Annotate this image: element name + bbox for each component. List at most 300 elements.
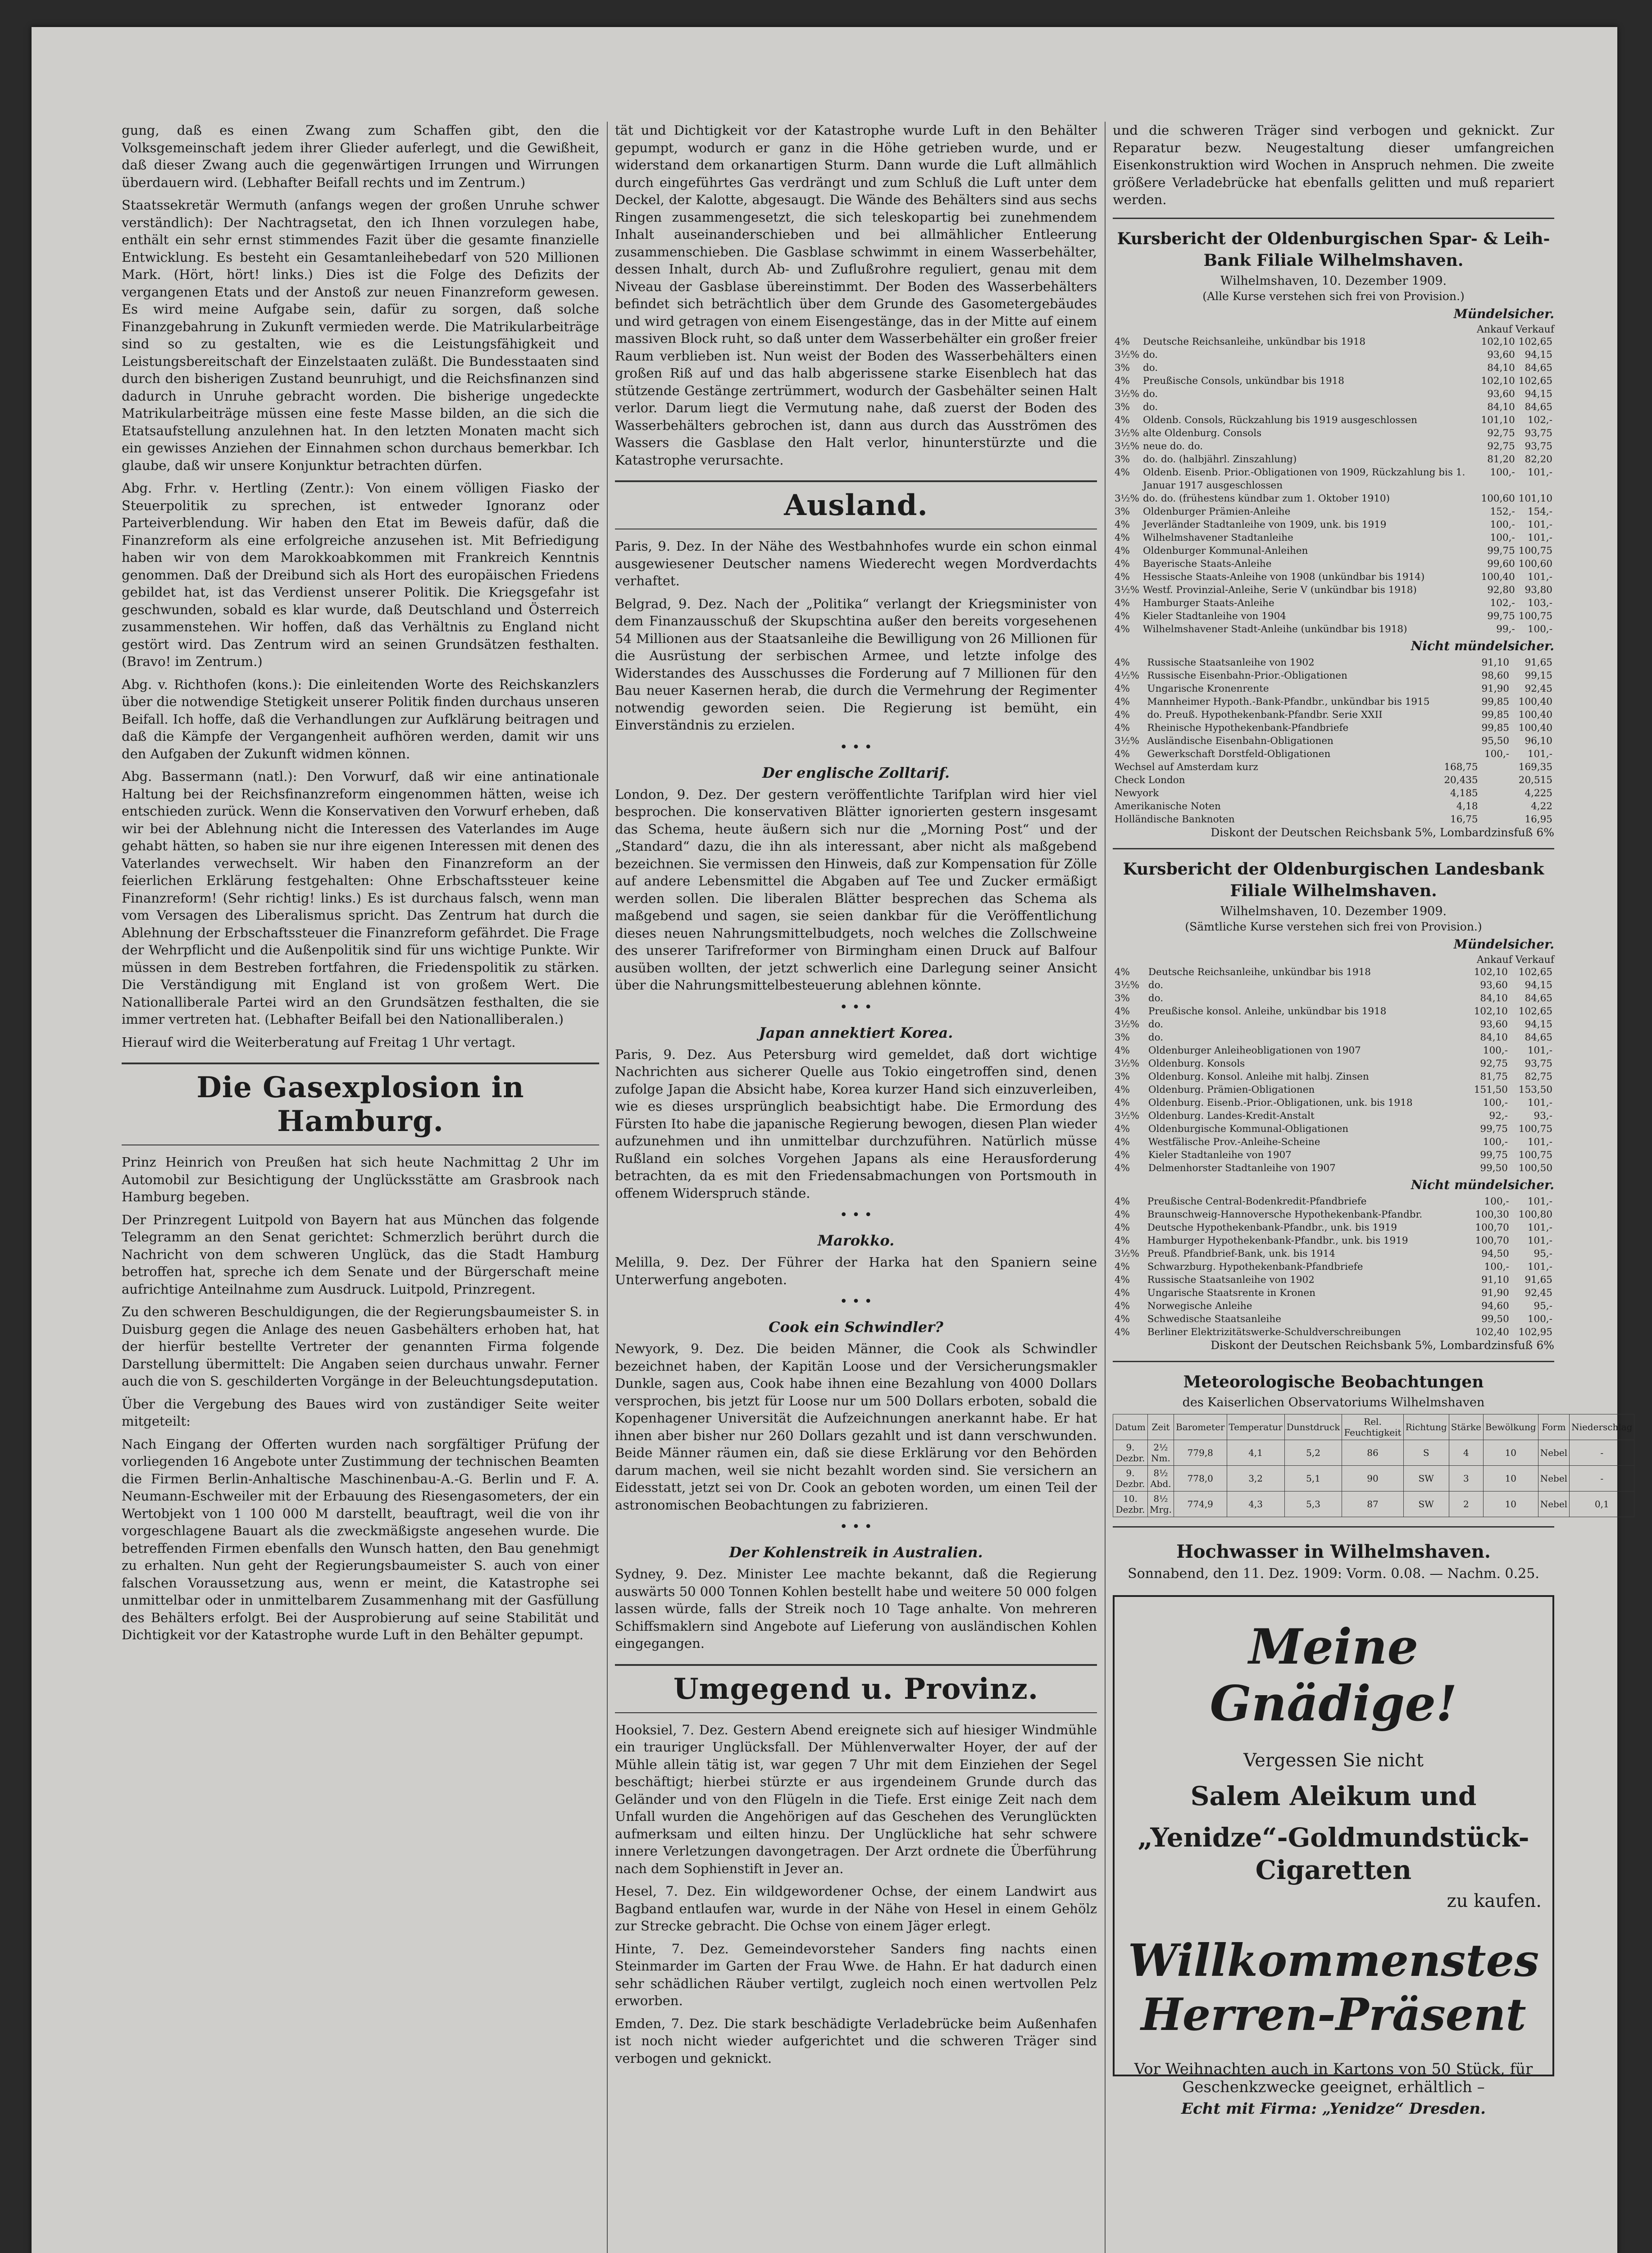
rate-value: 20,515: [1518, 774, 1552, 786]
rate-value: 101,-: [1527, 1195, 1552, 1207]
weather-cell: 86: [1342, 1440, 1403, 1465]
rate-value: 100,-: [1484, 748, 1510, 760]
weather-cell: 90: [1342, 1465, 1403, 1491]
rate-value: 99,15: [1525, 670, 1552, 681]
rate-value: 102,40: [1475, 1326, 1509, 1338]
rate-value: 154,-: [1527, 506, 1552, 517]
weather-cell: 778,0: [1174, 1465, 1227, 1491]
weather-cell: 4,1: [1227, 1440, 1284, 1465]
rate-value: 99,85: [1481, 722, 1510, 734]
rate-value: 95,-: [1534, 1300, 1552, 1312]
rate-security: Wilhelmshavener Stadt-Anleihe (unkündbar bis 1918): [1142, 623, 1407, 635]
rate-security: Oldenburger Prämien-Anleihe: [1142, 506, 1291, 517]
weather-header-cell: Richtung: [1403, 1414, 1449, 1440]
rate-value: 101,-: [1527, 1235, 1552, 1246]
rate-value: 84,65: [1525, 362, 1552, 374]
article-text: und die schweren Träger sind verbogen und geknickt. Zur Reparatur bezw. Neugestaltung dieser umfangreichen Eisenkonstruktion wird Wochen in Anspruch nehmen. Die zweite größere Verladebrücke hat ebenfalls gelitten und muß repariert werden.: [1113, 123, 1554, 207]
rate-row: [1113, 813, 1554, 826]
rate-value: 102,10: [1474, 966, 1508, 978]
rate-interest: 4%: [1115, 709, 1130, 721]
rate-value: 100,-: [1483, 1044, 1508, 1056]
rate-row: [1113, 557, 1554, 570]
rate-row: [1113, 682, 1554, 695]
discount-note: Diskont der Deutschen Reichsbank 5%, Lombardzinsfuß 6%: [1211, 825, 1554, 839]
weather-cell: S: [1403, 1440, 1449, 1465]
rate-security: do.: [1142, 388, 1158, 400]
advertisement: [1113, 1595, 1554, 2118]
rate-interest: 4%: [1115, 1313, 1130, 1325]
rates-box-title: Kursbericht der Oldenburgischen Spar- & Leih-Bank Filiale Wilhelmshaven.: [1117, 229, 1550, 270]
rate-value: 102,95: [1518, 1326, 1552, 1338]
rate-row: [1113, 374, 1554, 388]
rate-value: 99,75: [1487, 545, 1515, 556]
divider: [1113, 1361, 1554, 1362]
rate-value: 91,10: [1481, 657, 1510, 668]
rate-row: [1113, 1122, 1554, 1136]
rate-interest: 4%: [1115, 1235, 1130, 1246]
rate-value: 101,-: [1527, 1097, 1552, 1108]
article-text: Staatssekretär Wermuth (anfangs wegen der großen Unruhe schwer verständlich): Der Nachtragsetat, den ich Ihnen vorzulegen habe, enthält ein sehr ernst stimmendes Fazit über die gesamte finanzielle Entwicklung. Es besteht ein Gesamtanleihebedarf von 520 Millionen Mark. (Hört, hört! links.) Dies ist die Folge des Defizits der vergangenen Etats und der Anstoß zur neuen Finanzreform gewesen. Es wird meine Aufgabe sein, dafür zu sorgen, daß solche Finanzgebahrung in Zukunft vermieden werde. Die Matrikularbeiträge sind so zu gestalten, wie es die Leistungsfähigkeit und Leistungsbereitschaft der Einzelstaaten zuläßt. Die Bundesstaaten sind durch den bisherigen Zustand beunruhigt, und die Reichsfinanzen sind dadurch in Unruhe gebracht worden. Die bisherige ungedeckte Matrikularbeiträge müssen eine feste Masse bilden, an die sich die Etatsaufstellung anzulehnen hat. In den letzten Monaten macht sich ein gewisses Anziehen der Einnahmen schon durchaus bemerkbar. Ich glaube, daß wir unsere Konjunktur betrachten dürfen.: [122, 197, 599, 473]
weather-cell: 3,2: [1227, 1465, 1284, 1491]
rate-interest: 3½%: [1115, 349, 1139, 360]
rate-security: Oldenburg. Prämien-Obligationen: [1148, 1084, 1315, 1095]
subheading: Der Kohlenstreik in Australien.: [729, 1544, 983, 1561]
weather-table: [1113, 1414, 1634, 1517]
rate-interest: 4%: [1115, 610, 1130, 622]
rate-value: 100,-: [1490, 532, 1515, 543]
article-text: Abg. Bassermann (natl.): Den Vorwurf, daß wir eine antinationale Haltung bei der Reichsfinanzreform eingenommen hätten, weise ich entschieden zurück. Wenn die Konservativen den Vorwurf erheben, daß wir bei der Ablehnung nicht die Interessen des Vaterlandes im Auge gehabt hätten, so haben sie nur ihre eigenen Interessen mit denen des Vaterlandes verwechselt. Wir haben den Finanzreform an der feierlichen Erklärung festgehalten: Ohne Erbschaftssteuer keine Finanzreform! (Sehr richtig! links.) Es ist durchaus falsch, wenn man vom Versagen des Liberalismus spricht. Das Zentrum hat durch die Ablehnung der Erbschaftssteuer die Finanzreform gefährdet. Die Frage der Wehrpflicht und die Außenpolitik sind für uns wichtige Punkte. Wir müssen in dem Bestreben fortfahren, die Friedenspolitik zu stärken. Die Verständigung mit England ist von großem Wert. Die Nationalliberale Partei wird an den Grundsätzen festhalten, die sie immer vertreten hat. (Lebhafter Beifall bei den Nationalliberalen.): [122, 769, 599, 1027]
weather-cell: 9. Dezbr.: [1113, 1465, 1148, 1491]
rate-value: 92,75: [1480, 1058, 1508, 1069]
rate-value: 84,65: [1525, 1031, 1552, 1043]
rate-interest: 4%: [1115, 748, 1130, 760]
rate-value: 91,10: [1481, 1274, 1509, 1286]
weather-cell: Nebel: [1538, 1491, 1569, 1517]
rates-table: [1113, 1195, 1554, 1339]
weather-cell: 8½ Abd.: [1147, 1465, 1174, 1491]
rate-value: 93,80: [1525, 584, 1552, 596]
article-text: Prinz Heinrich von Preußen hat sich heute Nachmittag 2 Uhr im Automobil zur Besichtigung der Unglücksstätte am Grasbrook nach Hamburg begeben.: [122, 1154, 599, 1204]
rate-value: 100,75: [1518, 545, 1552, 556]
rate-value: 94,50: [1481, 1248, 1509, 1259]
rate-value: 92,-: [1489, 1110, 1508, 1122]
rate-row: [1113, 531, 1554, 544]
rate-security: Russische Staatsanleihe von 1902: [1147, 657, 1315, 668]
rate-value: 100,60: [1481, 493, 1515, 504]
rate-row: [1113, 1326, 1554, 1339]
rate-security: Westfälische Prov.-Anleihe-Scheine: [1148, 1136, 1320, 1148]
rates-table: [1113, 966, 1554, 1175]
section-heading: Umgegend u. Provinz.: [615, 1664, 1097, 1713]
rate-value: 98,60: [1481, 670, 1510, 681]
weather-cell: 5,1: [1284, 1465, 1342, 1491]
ad-text: Vergessen Sie nicht: [1243, 1750, 1424, 1771]
rate-value: 168,75: [1444, 761, 1478, 773]
separator: • • •: [839, 1294, 873, 1309]
rate-row: [1113, 414, 1554, 427]
rate-row: [1113, 1313, 1554, 1326]
rate-value: 101,-: [1527, 466, 1552, 478]
rate-security: Oldenburg. Landes-Kredit-Anstalt: [1148, 1110, 1315, 1122]
rate-interest: 4%: [1115, 1097, 1130, 1108]
rate-value: 84,10: [1480, 1031, 1508, 1043]
article-text: Über die Vergebung des Baues wird von zuständiger Seite weiter mitgeteilt:: [122, 1396, 599, 1429]
weather-cell: SW: [1403, 1491, 1449, 1517]
rate-value: 100,40: [1518, 709, 1552, 721]
rate-row: [1113, 466, 1554, 492]
rate-row: [1113, 787, 1554, 800]
separator: • • •: [839, 739, 873, 755]
rate-value: 101,-: [1527, 748, 1552, 760]
rate-value: 100,60: [1518, 558, 1552, 570]
rate-row: [1113, 348, 1554, 361]
rate-value: 93,-: [1534, 1110, 1552, 1122]
rate-value: 100,-: [1484, 1261, 1509, 1272]
rate-interest: 4%: [1115, 623, 1130, 635]
weather-cell: 5,2: [1284, 1440, 1342, 1465]
divider: [1113, 1526, 1554, 1528]
rate-value: 94,15: [1525, 1018, 1552, 1030]
rate-value: 4,225: [1525, 787, 1552, 799]
column-3: [1113, 122, 1633, 2118]
weather-cell: 10: [1483, 1465, 1538, 1491]
rate-row: [1113, 748, 1554, 761]
rate-value: 82,20: [1525, 453, 1552, 465]
rate-interest: 3½%: [1115, 1110, 1139, 1122]
rate-value: 99,85: [1481, 696, 1510, 707]
rate-value: 101,-: [1527, 1261, 1552, 1272]
rate-row: [1113, 505, 1554, 518]
rate-value: 92,75: [1487, 427, 1515, 439]
ad-slogan: Willkommenstes Herren-Präsent: [1128, 1934, 1539, 2041]
article-text: Hinte, 7. Dez. Gemeindevorsteher Sanders fing nachts einen Steinmarder im Garten der Frau Wwe. de Hahn. Er hat dadurch einen sehr schädlichen Räuber vertilgt, zugleich noch einen wertvollen Pelz erworben.: [615, 1941, 1097, 2008]
rate-value: 101,-: [1527, 519, 1552, 530]
rates-column-header: Ankauf Verkauf: [1477, 324, 1554, 335]
rates-section-title: Mündelsicher.: [1453, 306, 1554, 321]
weather-row: [1113, 1440, 1634, 1465]
rate-security: Preußische Central-Bodenkredit-Pfandbriefe: [1147, 1195, 1367, 1207]
rate-security: do.: [1142, 362, 1158, 374]
rate-row: [1113, 761, 1554, 774]
rate-security: Preuß. Pfandbrief-Bank, unk. bis 1914: [1147, 1248, 1335, 1259]
rate-interest: 4%: [1115, 545, 1130, 556]
rate-security: do. Preuß. Hypothekenbank-Pfandbr. Serie XXII: [1147, 709, 1383, 721]
rate-security: do.: [1142, 401, 1158, 413]
rate-interest: 4%: [1115, 722, 1130, 734]
weather-cell: 779,8: [1174, 1440, 1227, 1465]
rate-security: Oldenburger Kommunal-Anleihen: [1142, 545, 1308, 556]
rate-security: Russische Eisenbahn-Prior.-Obligationen: [1147, 670, 1347, 681]
rates-column-header: Ankauf Verkauf: [1477, 954, 1554, 966]
subheading: Der englische Zolltarif.: [762, 764, 950, 781]
rates-box-date: Wilhelmshaven, 10. Dezember 1909.: [1220, 904, 1447, 918]
rate-value: 102,-: [1527, 414, 1552, 426]
rate-value: 101,-: [1527, 1136, 1552, 1148]
rate-interest: 3%: [1115, 453, 1130, 465]
rate-value: 100,50: [1518, 1162, 1552, 1174]
rate-interest: Newyork: [1115, 787, 1159, 799]
rate-security: Russische Staatsanleihe von 1902: [1147, 1274, 1315, 1286]
rate-security: do. do. (frühestens kündbar zum 1. Oktober 1910): [1142, 493, 1390, 504]
rate-row: [1113, 427, 1554, 440]
rate-value: 100,-: [1483, 1136, 1508, 1148]
weather-title: Meteorologische Beobachtungen: [1183, 1372, 1484, 1391]
rate-row: [1113, 453, 1554, 466]
rate-interest: 4%: [1115, 1195, 1130, 1207]
weather-cell: 4: [1449, 1440, 1483, 1465]
rates-box-note: (Alle Kurse verstehen sich frei von Provision.): [1202, 289, 1465, 303]
rate-value: 99,85: [1481, 709, 1510, 721]
rate-interest: 3½%: [1115, 388, 1139, 400]
rate-row: [1113, 1109, 1554, 1122]
rate-row: [1113, 1300, 1554, 1313]
rate-security: do.: [1148, 1018, 1164, 1030]
weather-cell: -: [1570, 1465, 1634, 1491]
rate-row: [1113, 1234, 1554, 1247]
rate-value: 81,20: [1487, 453, 1515, 465]
high-tide-title: Hochwasser in Wilhelmshaven.: [1176, 1541, 1491, 1562]
rate-value: 102,10: [1481, 336, 1515, 347]
rate-interest: 4%: [1115, 1287, 1130, 1299]
rate-row: [1113, 1260, 1554, 1273]
rate-value: 99,-: [1496, 623, 1515, 635]
weather-row: [1113, 1491, 1634, 1517]
rate-security: Westf. Provinzial-Anleihe, Serie V (unkündbar bis 1918): [1142, 584, 1417, 596]
rate-value: 100,30: [1475, 1209, 1509, 1220]
rate-row: [1113, 656, 1554, 669]
rate-value: 4,185: [1450, 787, 1478, 799]
rate-security: Hessische Staats-Anleihe von 1908 (unkündbar bis 1914): [1142, 571, 1425, 583]
rate-value: 16,95: [1525, 813, 1552, 825]
rate-row: [1113, 1057, 1554, 1070]
rate-security: Deutsche Reichsanleihe, unkündbar bis 1918: [1142, 336, 1366, 347]
rate-interest: Holländische Banknoten: [1115, 813, 1235, 825]
rate-security: Hamburger Staats-Anleihe: [1142, 597, 1274, 609]
rate-value: 100,70: [1475, 1235, 1509, 1246]
rate-interest: 3½%: [1115, 979, 1139, 991]
column-1: [122, 122, 599, 1649]
rate-value: 82,75: [1525, 1071, 1552, 1082]
weather-cell: 9. Dezbr.: [1113, 1440, 1148, 1465]
rate-value: 102,65: [1518, 1005, 1552, 1017]
rate-value: 101,-: [1527, 571, 1552, 583]
rate-value: 4,18: [1456, 800, 1478, 812]
rate-value: 99,75: [1480, 1123, 1508, 1135]
rate-security: Berliner Elektrizitätswerke-Schuldverschreibungen: [1147, 1326, 1401, 1338]
article-text: Sydney, 9. Dez. Minister Lee machte bekannt, daß die Regierung auswärts 50 000 Tonnen Kohlen bestellt habe und weitere 50 000 folgen lassen würde, falls der Streik noch 10 Tage anhalte. Von mehreren Schiffsmaklern sind Angebote auf Lieferung von ausländischen Kohlen eingegangen.: [615, 1566, 1097, 1651]
weather-cell: Nebel: [1538, 1440, 1569, 1465]
rate-security: Oldenb. Eisenb. Prior.-Obligationen von 1909, Rückzahlung bis 1. Januar 1917 ausgeschlossen: [1142, 466, 1465, 491]
rate-interest: 3%: [1115, 401, 1130, 413]
rate-value: 84,10: [1480, 992, 1508, 1004]
rate-row: [1113, 1221, 1554, 1234]
rate-interest: 4%: [1115, 414, 1130, 426]
rate-interest: 4%: [1115, 375, 1130, 387]
column-2: [615, 122, 1097, 2072]
weather-cell: 774,9: [1174, 1491, 1227, 1517]
weather-subtitle: des Kaiserlichen Observatoriums Wilhelmshaven: [1182, 1395, 1485, 1409]
rate-value: 84,65: [1525, 401, 1552, 413]
rate-value: 94,15: [1525, 979, 1552, 991]
rate-value: 84,65: [1525, 992, 1552, 1004]
weather-cell: -: [1570, 1440, 1634, 1465]
rate-interest: 3½%: [1115, 493, 1139, 504]
rate-row: [1113, 734, 1554, 748]
rate-row: [1113, 518, 1554, 531]
rate-row: [1113, 1149, 1554, 1162]
rate-value: 95,50: [1481, 735, 1510, 747]
rate-interest: 4%: [1115, 683, 1130, 694]
rate-security: Oldenburgische Kommunal-Obligationen: [1148, 1123, 1349, 1135]
rate-value: 100,-: [1490, 519, 1515, 530]
rate-interest: 4%: [1115, 1005, 1130, 1017]
rate-row: [1113, 610, 1554, 623]
rate-interest: 3%: [1115, 992, 1130, 1004]
rate-row: [1113, 774, 1554, 787]
rate-value: 4,22: [1531, 800, 1552, 812]
ad-footer: Echt mit Firma: „Yenidze“ Dresden.: [1181, 2099, 1486, 2118]
rate-security: alte Oldenburg. Consols: [1142, 427, 1262, 439]
article-text: Melilla, 9. Dez. Der Führer der Harka hat den Spaniern seine Unterwerfung angeboten.: [615, 1254, 1097, 1287]
article-text: Abg. Frhr. v. Hertling (Zentr.): Von einem völligen Fiasko der Steuerpolitik zu sprechen, ist entweder Ignoranz oder Parteiverblendung. Wir haben den Etat im Beweis dafür, daß die Finanzreform als eine erfolgreiche anzusehen ist. Mit Befriedigung haben wir von dem Marokkoabkommen mit Frankreich Kenntnis genommen. Daß der Dreibund sich als Hort des europäischen Friedens gebildet hat, ist das Verdienst unserer Politik. Die Kriegsgefahr ist geschwunden, sobald es klar wurde, daß Deutschland und Österreich zusammenstehen. Wir hoffen, daß das Verhältnis zu England nicht gestört wird. Das Zentrum wird an seinen Grundsätzen festhalten. (Bravo! im Zentrum.): [122, 480, 599, 669]
discount-note: Diskont der Deutschen Reichsbank 5%, Lombardzinsfuß 6%: [1211, 1338, 1554, 1352]
rate-security: Ungarische Staatsrente in Kronen: [1147, 1287, 1315, 1299]
ad-brand: „Yenidze“-Goldmundstück-Cigaretten: [1138, 1822, 1529, 1885]
rate-value: 92,75: [1487, 440, 1515, 452]
weather-header-cell: Zeit: [1147, 1414, 1174, 1440]
rate-row: [1113, 492, 1554, 505]
weather-cell: 4,3: [1227, 1491, 1284, 1517]
rates-box-title: Kursbericht der Oldenburgischen Landesbank Filiale Wilhelmshaven.: [1123, 859, 1544, 900]
weather-cell: 2: [1449, 1491, 1483, 1517]
article-text: Hooksiel, 7. Dez. Gestern Abend ereignete sich auf hiesiger Windmühle ein trauriger Unglücksfall. Der Mühlenverwalter Hoyer, der auf der Mühle allein tätig ist, war gegen 7 Uhr mit dem Einziehen der Segel beschäftigt; hierbei stürzte er aus irgendeinem Grunde durch das Geländer und von den Flügeln in die Tiefe. Erst einige Zeit nach dem Unfall wurden die Angehörigen auf das Geschehen des Verunglückten aufmerksam und eilten hinzu. Der Unglückliche hat sehr schwere innere Verletzungen davongetragen. Der Arzt ordnete die Überführung nach dem Sophienstift in Jever an.: [615, 1722, 1097, 1876]
rate-value: 94,60: [1481, 1300, 1509, 1312]
rate-value: 95,-: [1534, 1248, 1552, 1259]
rate-interest: 4%: [1115, 1326, 1130, 1338]
rate-row: [1113, 388, 1554, 401]
rate-value: 102,10: [1481, 375, 1515, 387]
rate-row: [1113, 1018, 1554, 1031]
article-text: Hesel, 7. Dez. Ein wildgewordener Ochse, der einem Landwirt aus Bagband entlaufen war, wurde in der Nähe von Hesel in einem Gehölz zur Strecke gebracht. Die Ochse von einem Jäger erlegt.: [615, 1884, 1097, 1934]
rate-value: 16,75: [1450, 813, 1478, 825]
rate-value: 94,15: [1525, 388, 1552, 400]
article-text: Zu den schweren Beschuldigungen, die der Regierungsbaumeister S. in Duisburg gegen die Anlage des neuen Gasbehälters erhoben hat, hat der hierfür bestellte Vertreter der genannten Firma folgende Darstellung übermittelt: Die Angaben seien durchaus unwahr. Ferner auch die von S. geschilderten Vorgänge in der Beleuchtungsdeputation.: [122, 1304, 599, 1389]
rate-interest: 4½%: [1115, 670, 1139, 681]
weather-cell: Nebel: [1538, 1465, 1569, 1491]
rate-value: 101,-: [1527, 1044, 1552, 1056]
rate-security: Wilhelmshavener Stadtanleihe: [1142, 532, 1293, 543]
rate-security: neue do. do.: [1142, 440, 1203, 452]
rate-security: Schwedische Staatsanleihe: [1147, 1313, 1282, 1325]
rate-value: 100,-: [1490, 466, 1515, 478]
weather-header-cell: Stärke: [1449, 1414, 1483, 1440]
separator: • • •: [839, 1207, 873, 1223]
subheading: Marokko.: [817, 1232, 895, 1249]
rate-security: Rheinische Hypothekenbank-Pfandbriefe: [1147, 722, 1349, 734]
rate-security: Schwarzburg. Hypothekenbank-Pfandbriefe: [1147, 1261, 1363, 1272]
rate-value: 100,-: [1484, 1195, 1509, 1207]
rate-value: 93,75: [1525, 427, 1552, 439]
rate-value: 102,-: [1490, 597, 1515, 609]
rate-interest: 4%: [1115, 1123, 1130, 1135]
article-text: Paris, 9. Dez. Aus Petersburg wird gemeldet, daß dort wichtige Nachrichten aus sicherer Quelle aus Tokio eingetroffen sind, denen zufolge Japan die Absicht habe, Korea kurzer Hand sich einzuverleiben, wie es dieses ursprünglich beabsichtigt habe. Die Ermordung des Fürsten Ito habe die japanische Regierung bewogen, diesen Plan wieder aufzunehmen und ihn unmittelbar durchzuführen. Natürlich müsse Rußland ein solches Vorgehen Japans als eine Herausforderung betrachten, da es mit den Friedensabmachungen von Portsmouth in offenem Widerspruch stände.: [615, 1046, 1097, 1201]
rate-interest: 3%: [1115, 1071, 1130, 1082]
rate-value: 100,-: [1527, 1313, 1552, 1325]
rate-row: [1113, 1044, 1554, 1057]
weather-row: [1113, 1465, 1634, 1491]
rate-row: [1113, 1096, 1554, 1109]
rate-security: Deutsche Reichsanleihe, unkündbar bis 1918: [1148, 966, 1371, 978]
weather-cell: 10: [1483, 1491, 1538, 1517]
rate-interest: 4%: [1115, 597, 1130, 609]
rate-security: Preußische konsol. Anleihe, unkündbar bis 1918: [1148, 1005, 1387, 1017]
divider: [1113, 218, 1554, 219]
section-heading: Ausland.: [615, 480, 1097, 529]
rate-row: [1113, 570, 1554, 584]
page-body: [122, 122, 1633, 2253]
rate-interest: 3½%: [1115, 440, 1139, 452]
rate-interest: 4%: [1115, 1149, 1130, 1161]
rate-value: 91,90: [1481, 1287, 1509, 1299]
rate-security: Ausländische Eisenbahn-Obligationen: [1147, 735, 1333, 747]
rate-security: Preußische Consols, unkündbar bis 1918: [1142, 375, 1344, 387]
ad-footer: Vor Weihnachten auch in Kartons von 50 Stück, für Geschenkzwecke geeignet, erhältlich –: [1134, 2060, 1533, 2096]
rate-value: 93,60: [1487, 388, 1515, 400]
rate-value: 101,-: [1527, 1222, 1552, 1233]
rate-row: [1113, 1162, 1554, 1175]
rate-interest: 4%: [1115, 1222, 1130, 1233]
rate-value: 93,75: [1525, 440, 1552, 452]
rate-row: [1113, 1136, 1554, 1149]
ad-text: zu kaufen.: [1447, 1890, 1542, 1911]
rate-value: 94,15: [1525, 349, 1552, 360]
article-text: Abg. v. Richthofen (kons.): Die einleitenden Worte des Reichskanzlers über die notwendige Stetigkeit unserer Politik finden durchaus unseren Beifall. Ich hoffe, daß die Verhandlungen zur Aufklärung beitragen und daß die Kämpfe der Vergangenheit aufhören werden, damit wir uns den Aufgaben der Zukunft widmen können.: [122, 676, 599, 762]
rate-value: 92,45: [1525, 1287, 1552, 1299]
rate-value: 93,60: [1480, 979, 1508, 991]
rate-row: [1113, 597, 1554, 610]
rate-row: [1113, 623, 1554, 636]
rate-security: Braunschweig-Hannoversche Hypothekenbank-Pfandbr.: [1147, 1209, 1423, 1220]
rate-value: 100,75: [1518, 1123, 1552, 1135]
weather-cell: 0,1: [1570, 1491, 1634, 1517]
rate-value: 151,50: [1474, 1084, 1508, 1095]
rate-value: 100,80: [1518, 1209, 1552, 1220]
rate-value: 102,65: [1518, 375, 1552, 387]
rates-section-title: Nicht mündelsicher.: [1411, 1177, 1554, 1192]
rates-section-title: Mündelsicher.: [1453, 936, 1554, 952]
rate-interest: 3½%: [1115, 735, 1139, 747]
rate-value: 101,10: [1518, 493, 1552, 504]
rate-value: 100,70: [1475, 1222, 1509, 1233]
rate-security: Kieler Stadtanleihe von 1904: [1142, 610, 1286, 622]
separator: • • •: [839, 1519, 873, 1535]
rate-interest: 3½%: [1115, 584, 1139, 596]
weather-header-cell: Barometer: [1174, 1414, 1227, 1440]
rate-value: 100,75: [1518, 610, 1552, 622]
rate-interest: 4%: [1115, 1136, 1130, 1148]
separator: • • •: [839, 999, 873, 1015]
rate-interest: 3½%: [1115, 1248, 1139, 1259]
rate-security: Kieler Stadtanleihe von 1907: [1148, 1149, 1292, 1161]
rate-value: 93,60: [1487, 349, 1515, 360]
weather-header-cell: Dunstdruck: [1284, 1414, 1342, 1440]
column-rule: [1105, 122, 1106, 2253]
rate-value: 99,60: [1487, 558, 1515, 570]
rate-interest: 4%: [1115, 966, 1130, 978]
weather-cell: SW: [1403, 1465, 1449, 1491]
divider: [1113, 848, 1554, 849]
newspaper-page: [32, 27, 1633, 2253]
